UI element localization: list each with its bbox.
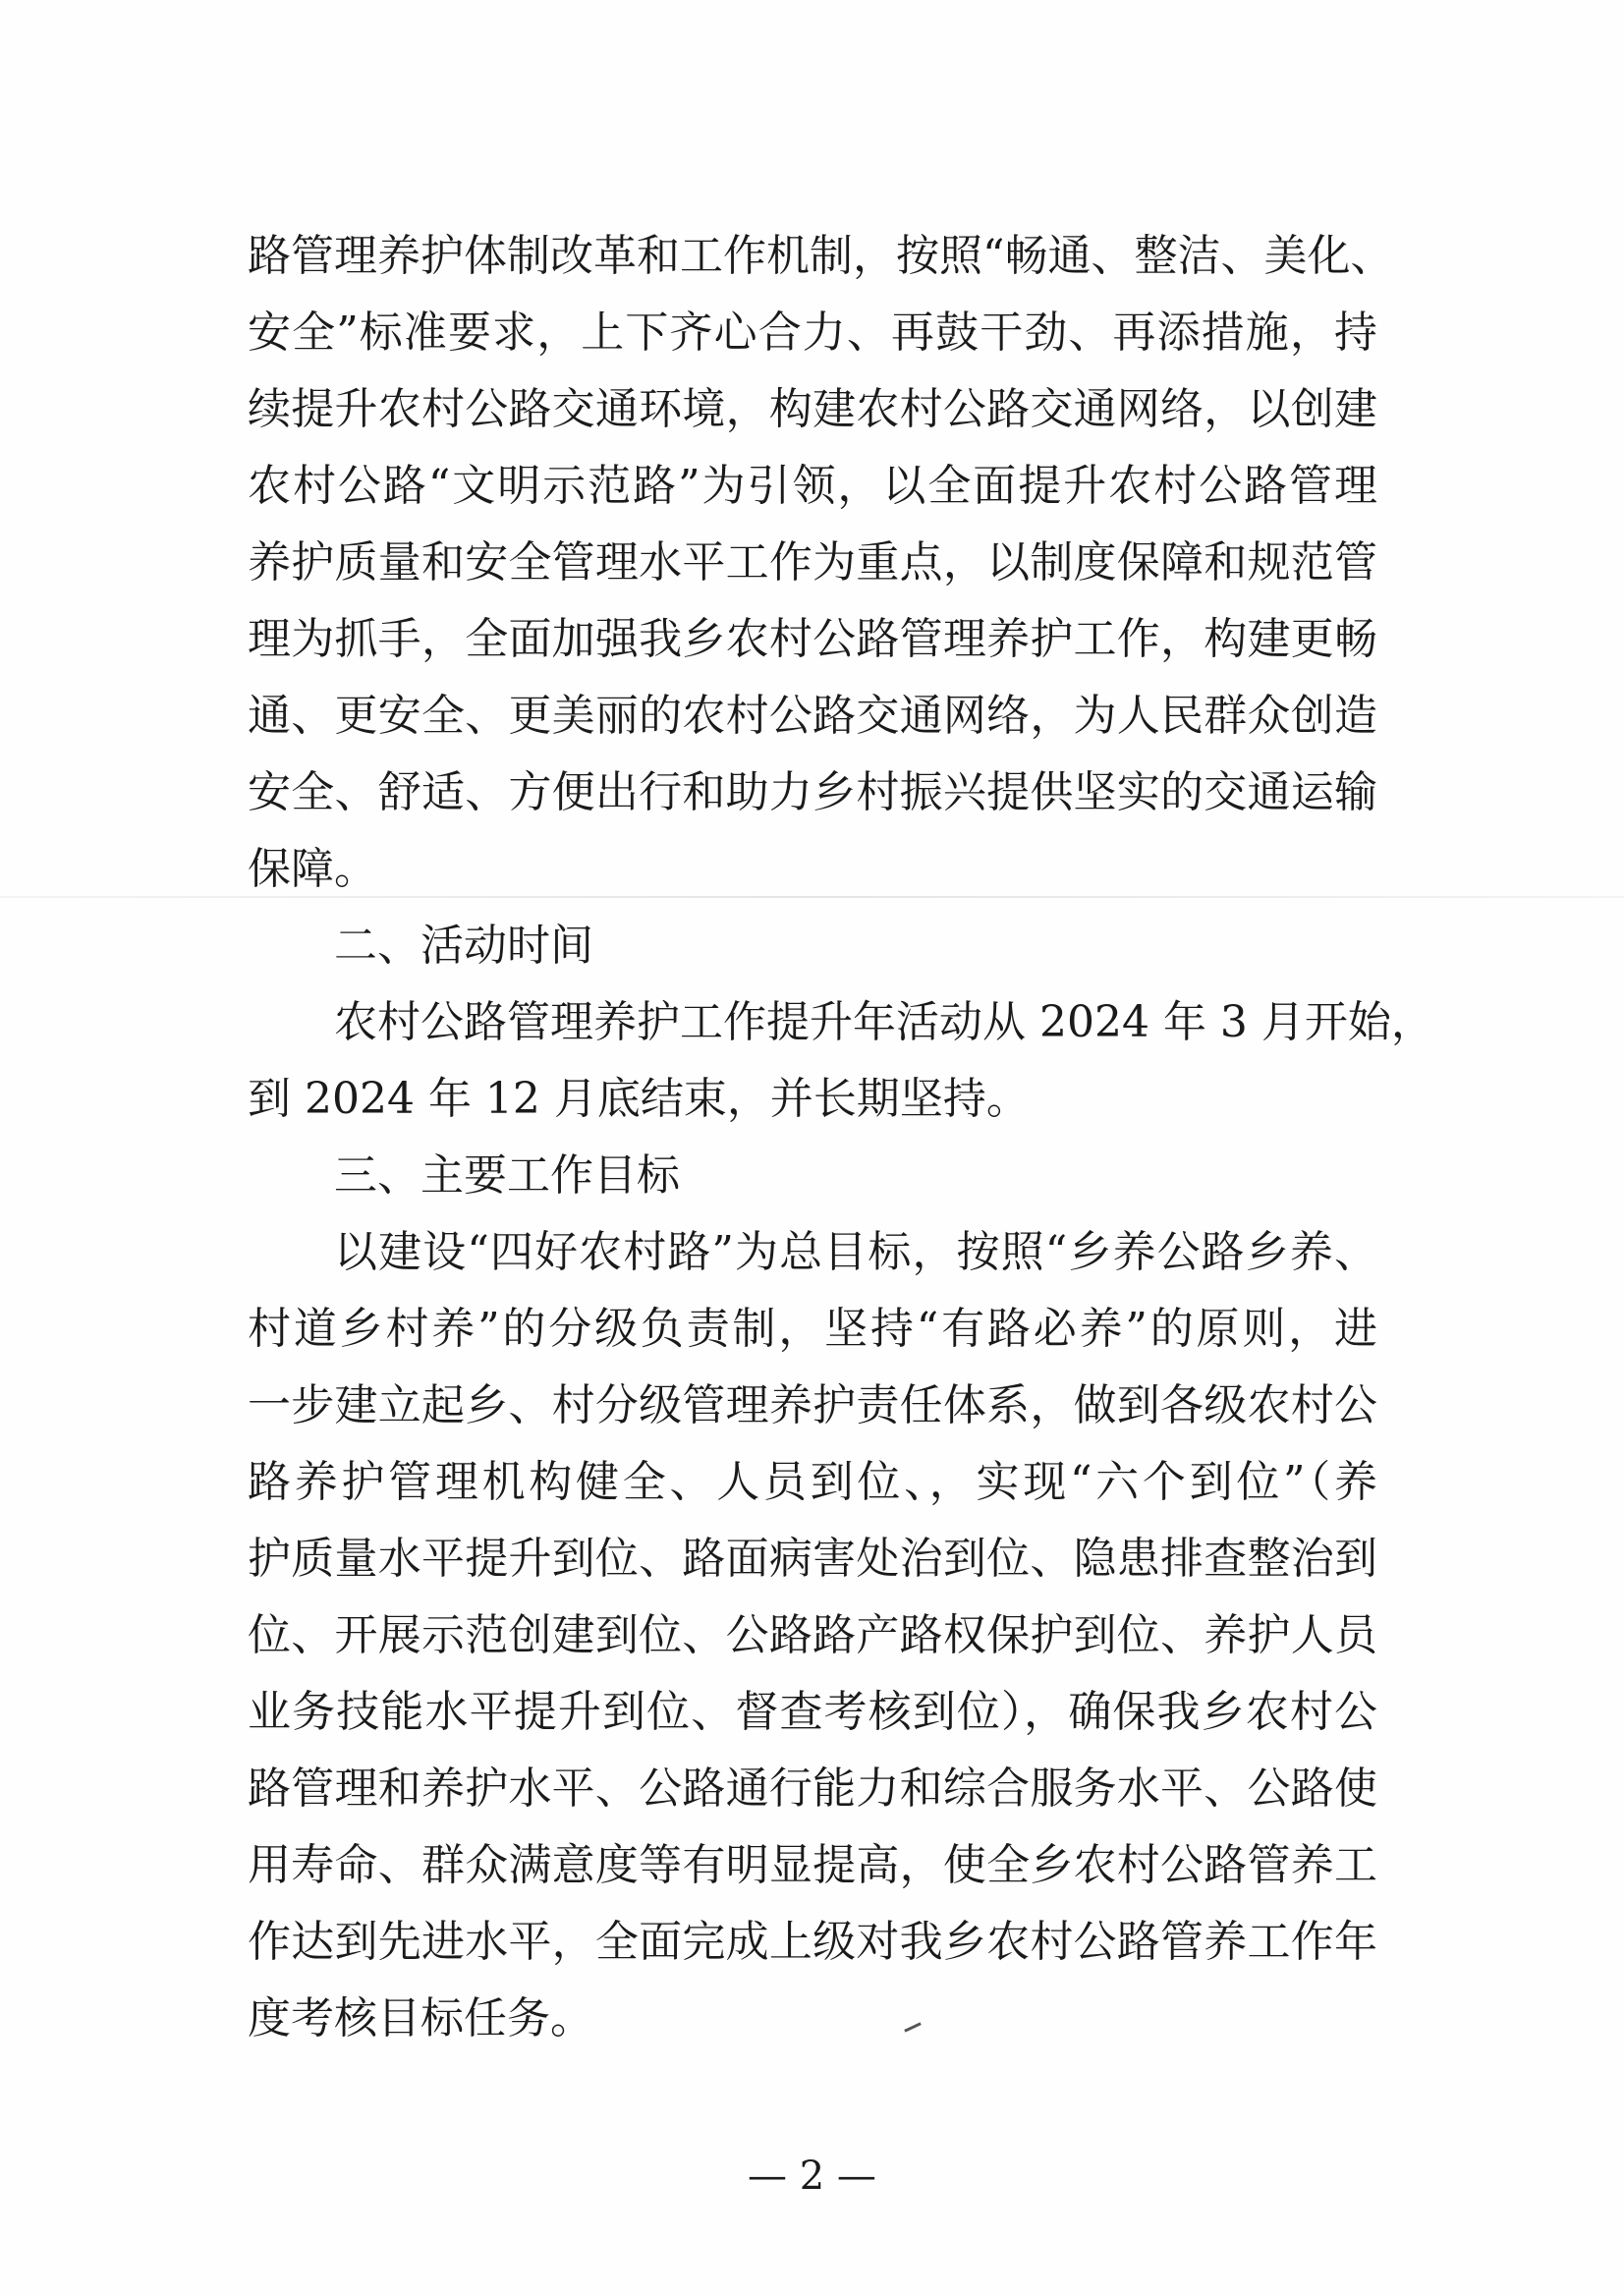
paragraph-line: 保障。: [248, 844, 377, 894]
paragraph-line: 安全、舒适、方便出行和助力乡村振兴提供坚实的交通运输: [248, 767, 1377, 817]
section-heading: 二、活动时间: [334, 921, 593, 971]
paragraph-line: 以建设“四好农村路”为总目标，按照“乡养公路乡养、: [334, 1227, 1377, 1277]
paragraph-line: 养护质量和安全管理水平工作为重点，以制度保障和规范管: [248, 537, 1377, 588]
page-number: — 2 —: [748, 2154, 876, 2199]
paragraph-line: 度考核目标任务。: [248, 1993, 593, 2043]
paragraph-line: 一步建立起乡、村分级管理养护责任体系，做到各级农村公: [248, 1380, 1377, 1430]
paragraph-line: 业务技能水平提升到位、督查考核到位），确保我乡农村公: [248, 1687, 1377, 1737]
paragraph-line: 路管理养护体制改革和工作机制，按照“畅通、整洁、美化、: [248, 231, 1394, 281]
paragraph-line: 位、开展示范创建到位、公路路产路权保护到位、养护人员: [248, 1610, 1377, 1660]
paragraph-line: 续提升农村公路交通环境，构建农村公路交通网络，以创建: [248, 384, 1377, 434]
paragraph-line: 通、更安全、更美丽的农村公路交通网络，为人民群众创造: [248, 691, 1377, 741]
paragraph-line: 农村公路“文明示范路”为引领，以全面提升农村公路管理: [248, 461, 1377, 511]
paragraph-line: 理为抓手，全面加强我乡农村公路管理养护工作，构建更畅: [248, 614, 1377, 664]
paragraph-line: 路管理和养护水平、公路通行能力和综合服务水平、公路使: [248, 1763, 1377, 1814]
paragraph-line: 农村公路管理养护工作提升年活动从 2024 年 3 月开始，: [334, 997, 1434, 1047]
paragraph-line: 村道乡村养”的分级负责制，坚持“有路必养”的原则，进: [248, 1304, 1377, 1354]
section-heading: 三、主要工作目标: [334, 1150, 680, 1201]
paragraph-line: 到 2024 年 12 月底结束，并长期坚持。: [248, 1074, 1030, 1124]
paragraph-line: 用寿命、群众满意度等有明显提高，使全乡农村公路管养工: [248, 1840, 1377, 1890]
paragraph-line: 路养护管理机构健全、人员到位、，实现“六个到位”（养: [248, 1457, 1377, 1507]
paragraph-line: 安全”标准要求，上下齐心合力、再鼓干劲、再添措施，持: [248, 308, 1377, 358]
paragraph-line: 护质量水平提升到位、路面病害处治到位、隐患排查整治到: [248, 1534, 1377, 1584]
paragraph-line: 作达到先进水平，全面完成上级对我乡农村公路管养工作年: [248, 1917, 1377, 1967]
